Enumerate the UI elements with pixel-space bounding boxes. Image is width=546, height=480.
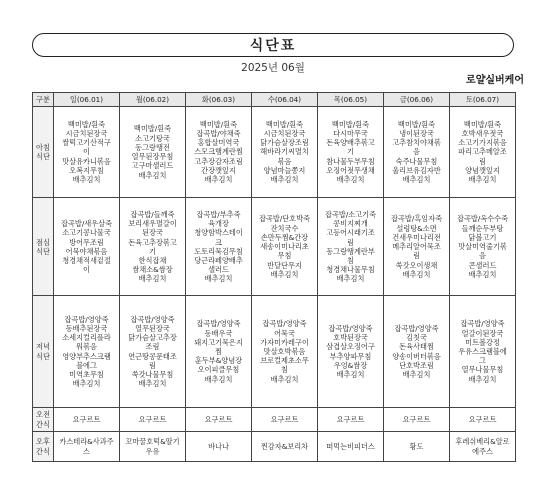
menu-cell-lunch-day4: [318, 198, 384, 296]
menu-item-text: 조림: [145, 342, 160, 352]
menu-item-text: 림: [479, 156, 486, 166]
menu-item-text: 배추김치: [336, 175, 365, 185]
menu-item-text: 소고기탕국: [135, 133, 170, 143]
menu-item-text: 림: [149, 360, 156, 370]
menu-item-text: 떠먹는비피더스: [326, 442, 375, 452]
menu-item-text: 황도: [409, 442, 424, 452]
row-label-line: 아침: [36, 142, 50, 152]
menu-item-text: 배추김치: [138, 379, 167, 389]
menu-item-text: 미트볼강정: [465, 337, 500, 347]
day-header-thu: 목(06.05): [318, 93, 384, 107]
row-label-line: 간식: [36, 419, 50, 429]
menu-item-text: 백미밥/흰죽: [463, 119, 502, 129]
menu-item-text: 오복지무침: [69, 165, 104, 175]
row-label-lunch: [33, 198, 54, 296]
menu-item-text: 한식잡채: [138, 255, 167, 265]
menu-item-text: 이: [83, 265, 90, 275]
menu-item-text: 간장깻잎지: [201, 165, 236, 175]
menu-item-text: 청양함박스테이: [194, 228, 243, 238]
menu-item-text: 잡곡밥/영양죽: [130, 314, 175, 324]
menu-item-text: 고구마샐러드: [131, 161, 174, 171]
menu-cell-morning-snack-day3: [252, 407, 318, 431]
menu-cell-morning-snack-day2: [186, 407, 252, 431]
menu-item-text: 백미밥/흰죽: [265, 119, 304, 129]
menu-item-text: 돈육양배추볶고: [326, 138, 375, 148]
menu-item-text: 후레쉬베리&알로: [455, 437, 510, 447]
menu-item-text: 가자미카레구이: [260, 337, 309, 347]
menu-item-text: 잡곡밥/영양죽: [64, 314, 109, 324]
menu-item-text: 잡곡밥/영양죽: [394, 323, 439, 333]
menu-item-text: 훈두부&양념장: [194, 356, 243, 366]
menu-item-text: 시금치된장국: [65, 129, 108, 139]
menu-item-text: 잡곡밥/들깨죽: [130, 209, 175, 219]
menu-item-text: 소세지컬리플라: [62, 333, 111, 343]
row-label-line: 오전: [36, 410, 50, 420]
menu-item-text: 청경채나물무침: [326, 265, 375, 275]
table-row-morning-snack: [33, 407, 516, 431]
menu-item-text: 양념깻잎지: [465, 165, 500, 175]
menu-item-text: 배추김치: [138, 274, 167, 284]
menu-item-text: 침: [281, 365, 288, 375]
menu-item-text: 스: [83, 446, 90, 456]
menu-item-text: 육개장: [208, 219, 229, 229]
menu-item-text: 울리브유김자반: [392, 165, 441, 175]
menu-item-text: 고추참치야채볶: [392, 138, 441, 148]
menu-cell-afternoon-snack-day0: [54, 432, 120, 462]
menu-cell-afternoon-snack-day1: [120, 432, 186, 462]
menu-item-text: 보리새우멸갈이: [128, 219, 177, 229]
row-label-line: 식단: [36, 152, 50, 162]
menu-item-text: 배추김치: [468, 175, 497, 185]
row-label-line: 식단: [36, 246, 50, 256]
menu-item-text: 우유스크램블에: [458, 346, 507, 356]
menu-cell-dinner-day6: [450, 296, 516, 408]
menu-cell-lunch-day5: [384, 198, 450, 296]
menu-item-text: 림: [347, 237, 354, 247]
menu-item-text: 쌀떡고기산적구: [62, 138, 111, 148]
menu-cell-lunch-day1: [120, 198, 186, 296]
menu-item-text: 된장국: [142, 228, 163, 238]
table-row-breakfast: [33, 107, 516, 198]
menu-item-text: 오징어젓무생채: [326, 165, 375, 175]
menu-item-text: 요구르트: [72, 415, 101, 425]
menu-cell-lunch-day0: [54, 198, 120, 296]
menu-month: 2025년 06월: [241, 62, 305, 74]
menu-title: 식단표: [32, 33, 514, 57]
menu-item-text: 요구르트: [468, 415, 497, 425]
menu-item-text: 열무된장국: [135, 323, 170, 333]
row-label-line: 저녁: [36, 342, 50, 352]
menu-item-text: 맛살유카니볶음: [62, 156, 111, 166]
menu-item-text: 시금치된장국: [263, 129, 306, 139]
menu-item-text: 백미밥/흰죽: [199, 119, 238, 129]
menu-item-text: 배추김치: [204, 274, 233, 284]
menu-cell-breakfast-day2: [186, 107, 252, 198]
menu-cell-lunch-day3: [252, 198, 318, 296]
menu-item-text: 손만두찜&간장: [260, 232, 309, 242]
menu-item-text: 열무나물무침: [461, 365, 504, 375]
menu-item-text: 기: [149, 246, 156, 256]
menu-item-text: 요구르트: [270, 415, 299, 425]
menu-item-text: 백미밥/흰죽: [331, 119, 370, 129]
menu-item-text: 찜: [215, 346, 222, 356]
menu-item-text: 다시마무국: [333, 129, 368, 139]
menu-item-text: 양송이버터볶음: [392, 351, 441, 361]
menu-item-text: 배추김치: [270, 269, 299, 279]
menu-item-text: 오이피클무침: [197, 365, 240, 375]
menu-item-text: 부추양파무침: [329, 351, 372, 361]
menu-item-text: 배추김치: [402, 369, 431, 379]
corner-header: 구분: [33, 93, 54, 107]
menu-item-text: 콩비지찌개: [333, 219, 368, 229]
menu-item-text: 배추김치: [204, 175, 233, 185]
meal-schedule-table: [32, 92, 516, 462]
menu-cell-morning-snack-day0: [54, 407, 120, 431]
menu-item-text: 청경채적새겉절: [62, 255, 111, 265]
menu-item-text: 어묵국: [274, 328, 295, 338]
menu-cell-breakfast-day6: [450, 107, 516, 198]
menu-item-text: 배추김치: [72, 379, 101, 389]
menu-item-text: 배추김치: [270, 175, 299, 185]
menu-cell-afternoon-snack-day2: [186, 432, 252, 462]
day-header-wed: 수(06.04): [252, 93, 318, 107]
menu-cell-afternoon-snack-day6: [450, 432, 516, 462]
menu-item-text: 잡곡밥/부추죽: [196, 209, 241, 219]
menu-item-text: 잡곡밥/새우살죽: [60, 219, 113, 229]
menu-cell-breakfast-day3: [252, 107, 318, 198]
menu-item-text: 크: [215, 237, 222, 247]
menu-item-text: 단호박조림: [399, 360, 434, 370]
menu-item-text: 잡곡밥/소고기죽: [324, 209, 377, 219]
menu-item-text: 기: [347, 147, 354, 157]
menu-item-text: 고등어시래기조: [326, 228, 375, 238]
menu-cell-dinner-day4: [318, 296, 384, 408]
menu-item-text: 열무된장무침: [131, 152, 174, 162]
menu-item-text: 동배우국: [204, 328, 233, 338]
menu-cell-lunch-day2: [186, 198, 252, 296]
menu-item-text: 음: [413, 147, 420, 157]
menu-item-text: 우엉&쌈장: [333, 360, 368, 370]
menu-item-text: 삼겹살오징어구: [326, 342, 375, 352]
menu-item-text: 돈육사태찜: [399, 342, 434, 352]
menu-item-text: 동그랑땡계란부: [326, 246, 375, 256]
menu-item-text: 고추장감자조림: [194, 156, 243, 166]
menu-item-text: 무침: [277, 251, 292, 261]
menu-item-text: 영양부추스크램: [62, 351, 111, 361]
row-label-line: 간식: [36, 446, 50, 456]
menu-cell-afternoon-snack-day5: [384, 432, 450, 462]
menu-item-text: 양념마늘쫑지: [263, 165, 306, 175]
menu-cell-breakfast-day4: [318, 107, 384, 198]
menu-item-text: 꼬마꿀호떡&딸기: [125, 437, 180, 447]
menu-item-text: 배추김치: [402, 175, 431, 185]
menu-cell-morning-snack-day6: [450, 407, 516, 431]
menu-cell-afternoon-snack-day4: [318, 432, 384, 462]
menu-item-text: 홍합살미역국: [197, 138, 240, 148]
menu-item-text: 배추김치: [204, 374, 233, 384]
menu-item-text: 워볶음: [76, 342, 97, 352]
menu-item-text: 에주스: [472, 446, 493, 456]
menu-item-text: 잡곡밥/영양죽: [328, 323, 373, 333]
menu-cell-dinner-day1: [120, 296, 186, 408]
menu-item-text: 닭가슴살장조림: [260, 138, 309, 148]
table-header-row: [33, 93, 516, 107]
row-label-dinner: [33, 296, 54, 408]
menu-item-text: 건새우미나리전: [392, 232, 441, 242]
menu-item-text: 콘샐러드: [468, 260, 497, 270]
day-header-mon: 월(06.02): [120, 93, 186, 107]
menu-item-text: 잔치국수: [270, 223, 299, 233]
day-header-fri: 금(06.06): [384, 93, 450, 107]
menu-item-text: 해바라기씨멸치: [260, 147, 309, 157]
day-header-sat: 토(06.07): [450, 93, 516, 107]
organization-name: 로얄실버케어: [466, 75, 524, 86]
row-label-afternoon-snack: [33, 432, 54, 462]
menu-item-text: 카스테라&사과주: [59, 437, 114, 447]
menu-item-text: 소고기가지볶음: [458, 138, 507, 148]
menu-item-text: 메추리알어묵조: [392, 242, 441, 252]
row-label-line: 점심: [36, 237, 50, 247]
menu-item-text: 김칫국: [406, 333, 427, 343]
menu-item-text: 방어무조림: [69, 237, 104, 247]
menu-cell-morning-snack-day1: [120, 407, 186, 431]
menu-item-text: 배추김치: [270, 374, 299, 384]
menu-item-text: 찐감자&보리차: [260, 442, 309, 452]
menu-item-text: 브로컬제초소무: [260, 356, 309, 366]
menu-item-text: 백미밥/흰죽: [67, 119, 106, 129]
menu-item-text: 우유: [145, 446, 160, 456]
menu-item-text: 배추김치: [336, 274, 365, 284]
menu-item-text: 소고기콩나물국: [62, 228, 111, 238]
menu-item-text: 닭가슴살고추장: [128, 333, 177, 343]
menu-cell-breakfast-day1: [120, 107, 186, 198]
menu-item-text: 요구르트: [138, 415, 167, 425]
menu-cell-dinner-day3: [252, 296, 318, 408]
menu-item-text: 쑥갓나물무침: [131, 369, 174, 379]
menu-item-text: 바나나: [208, 442, 229, 452]
menu-item-text: 림: [413, 251, 420, 261]
menu-item-text: 돼지고기묵은지: [194, 337, 243, 347]
menu-cell-morning-snack-day4: [318, 407, 384, 431]
row-label-morning-snack: [33, 407, 54, 431]
menu-item-text: 요구르트: [402, 415, 431, 425]
menu-cell-breakfast-day0: [54, 107, 120, 198]
menu-cell-dinner-day2: [186, 296, 252, 408]
table-row-lunch: [33, 198, 516, 296]
menu-item-text: 당근라페양배추: [194, 255, 243, 265]
menu-cell-morning-snack-day5: [384, 407, 450, 431]
menu-item-text: 배추김치: [72, 175, 101, 185]
menu-item-text: 냉이된장국: [399, 129, 434, 139]
menu-item-text: 맛살호박볶음: [263, 346, 306, 356]
menu-item-text: 돈육고추장볶고: [128, 237, 177, 247]
menu-item-text: 잡곡밥/영양죽: [262, 319, 307, 329]
menu-cell-afternoon-snack-day3: [252, 432, 318, 462]
menu-item-text: 미역초무침: [69, 369, 104, 379]
menu-cell-dinner-day5: [384, 296, 450, 408]
menu-item-text: 설렁탕&소면: [396, 223, 437, 233]
menu-item-text: 쌈채소&쌈장: [132, 265, 173, 275]
menu-item-text: 잡곡밥/흑임자죽: [390, 214, 443, 224]
menu-item-text: 도토리묵김무침: [194, 246, 243, 256]
menu-item-text: 잡곡밥/야채죽: [196, 129, 241, 139]
menu-item-text: 스모크햄계란찜: [194, 147, 243, 157]
menu-item-text: 잡곡밥/영양죽: [460, 319, 505, 329]
menu-item-text: 침: [347, 255, 354, 265]
row-label-line: 식단: [36, 351, 50, 361]
menu-item-text: 이: [83, 147, 90, 157]
menu-cell-lunch-day6: [450, 198, 516, 296]
menu-item-text: 호박새우젓국: [461, 129, 504, 139]
menu-item-text: 참나물두부무침: [326, 156, 375, 166]
menu-item-text: 배추김치: [138, 170, 167, 180]
menu-item-text: 호박된장국: [333, 333, 368, 343]
table-row-afternoon-snack: [33, 432, 516, 462]
menu-item-text: 닭볼고기: [468, 232, 497, 242]
menu-item-text: 동그랑땡전: [135, 142, 170, 152]
menu-item-text: 어묵야채볶음: [65, 246, 108, 256]
menu-item-text: 얼갈이된장국: [461, 328, 504, 338]
row-label-line: 오후: [36, 437, 50, 447]
menu-item-text: 배추김치: [468, 269, 497, 279]
menu-cell-dinner-day0: [54, 296, 120, 408]
menu-item-text: 배추김치: [402, 269, 431, 279]
menu-cell-breakfast-day5: [384, 107, 450, 198]
menu-item-text: 요구르트: [204, 415, 233, 425]
menu-item-text: 요구르트: [336, 415, 365, 425]
table-row-dinner: [33, 296, 516, 408]
menu-item-text: 들깨순두부탕: [461, 223, 504, 233]
menu-item-text: 샐러드: [208, 265, 229, 275]
menu-item-text: 새송이미나리초: [260, 242, 309, 252]
menu-item-text: 잡곡밥/단호박죽: [258, 214, 311, 224]
day-header-sun: 일(06.01): [54, 93, 120, 107]
menu-item-text: 백미밥/흰죽: [133, 124, 172, 134]
menu-item-text: 음: [479, 251, 486, 261]
menu-item-text: 배추김치: [468, 374, 497, 384]
menu-item-text: 연근땅콩문태조: [128, 351, 177, 361]
menu-item-text: 반달단무지: [267, 260, 302, 270]
menu-item-text: 숙주나물무침: [395, 156, 438, 166]
menu-item-text: 백미밥/흰죽: [397, 119, 436, 129]
menu-item-text: 배추김치: [336, 369, 365, 379]
menu-item-text: 맛살미역줄기볶: [458, 242, 507, 252]
menu-item-text: 잡곡밥/옥수수죽: [456, 214, 509, 224]
menu-item-text: 볶음: [277, 156, 292, 166]
menu-item-text: 동배추된장국: [65, 323, 108, 333]
day-header-tue: 화(06.03): [186, 93, 252, 107]
row-label-breakfast: [33, 107, 54, 198]
menu-item-text: 그: [479, 356, 486, 366]
menu-item-text: 잡곡밥/영양죽: [196, 319, 241, 329]
menu-item-text: 파리고추메알조: [458, 147, 507, 157]
menu-item-text: 블에그: [76, 360, 97, 370]
menu-item-text: 쑥갓오이생채: [395, 260, 438, 270]
